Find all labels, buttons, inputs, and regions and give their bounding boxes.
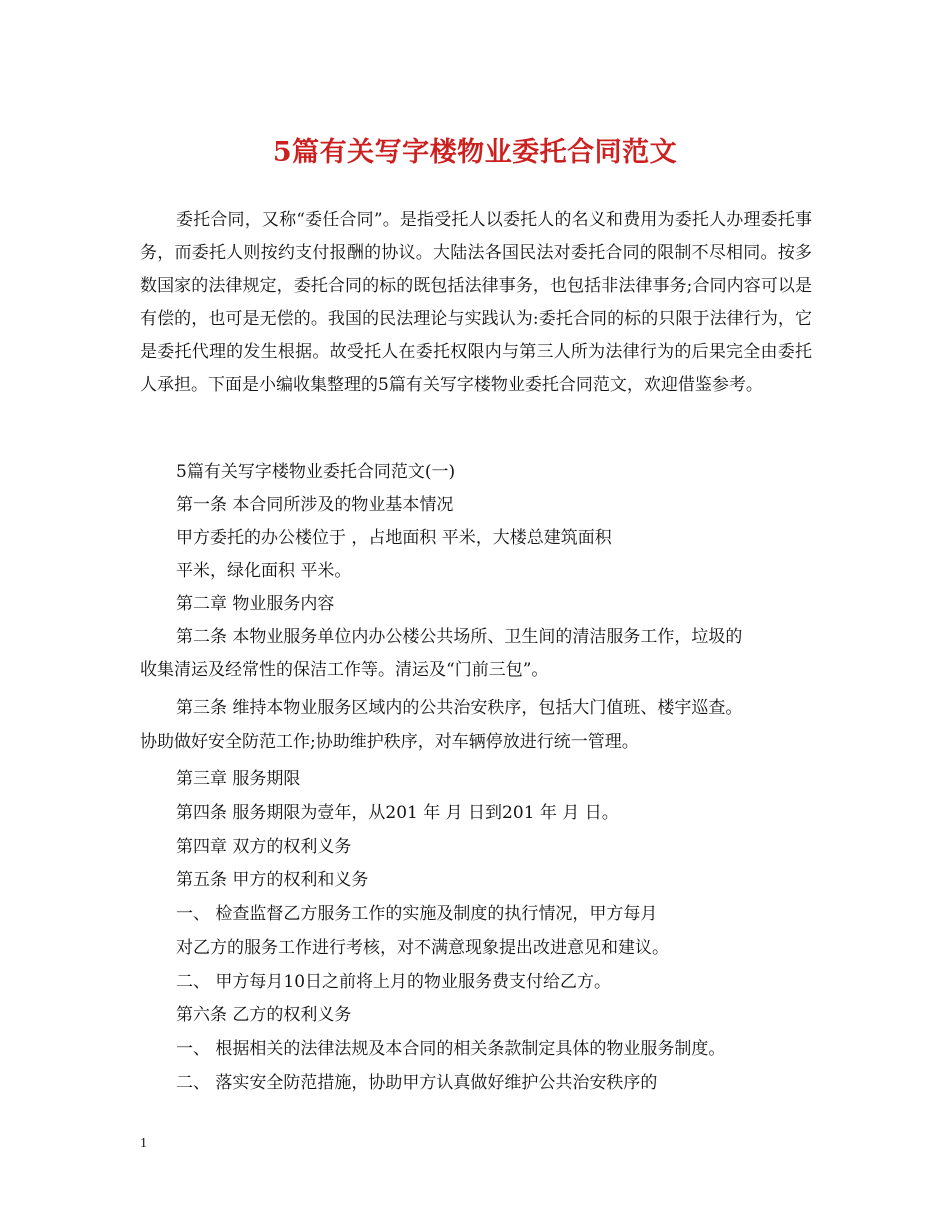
clause-line: 协助做好安全防范工作;协助维护秩序，对车辆停放进行统一管理。 [140,732,639,752]
section-heading: 5篇有关写字楼物业委托合同范文(一) [176,462,456,482]
clause-line: 收集清运及经常性的保洁工作等。清运及“门前三包”。 [140,660,549,680]
clause-line: 第二条 本物业服务单位内办公楼公共场所、卫生间的清洁服务工作，垃圾的 [176,627,743,647]
clause-line: 对乙方的服务工作进行考核，对不满意现象提出改进意见和建议。 [176,938,669,958]
clause-line: 第五条 甲方的权利和义务 [176,870,369,890]
clause-line: 平米，绿化面积 平米。 [176,561,352,581]
clause-line: 第六条 乙方的权利义务 [176,1005,352,1025]
chapter-heading: 第二章 物业服务内容 [176,594,335,614]
clause-line: 二、 落实安全防范措施，协助甲方认真做好维护公共治安秩序的 [176,1073,658,1093]
clause-line: 第三条 维持本物业服务区域内的公共治安秩序，包括大门值班、楼宇巡查。 [176,698,743,718]
intro-paragraph: 委托合同，又称“委任合同”。是指受托人以委托人的名义和费用为委托人办理委托事务，而委托人则按约支付报酬的协议。大陆法各国民法对委托合同的限制不尽相同。按多数国家的法律规定，委托合同的标的既包括法律事务，也包括非法律事务;合同内容可以是有偿的，也可是无偿的。我国的民法理论与实践认为:委托合同的标的只限于法律行为，它是委托代理的发生根据。故受托人在委托权限内与第三人所为法律行为的后果完全由委托人承担。下面是小编收集整理的5篇有关写字楼物业委托合同范文，欢迎借鉴参考。 [140,210,812,395]
chapter-heading: 第四章 双方的权利义务 [176,837,352,857]
clause-line: 第一条 本合同所涉及的物业基本情况 [176,495,454,515]
page-number: 1 [140,1136,147,1151]
clause-line: 一、 检查监督乙方服务工作的实施及制度的执行情况，甲方每月 [176,904,658,924]
document-title: 5篇有关写字楼物业委托合同范文 [272,137,678,168]
clause-line: 一、 根据相关的法律法规及本合同的相关条款制定具体的物业服务制度。 [176,1039,726,1059]
clause-line: 二、 甲方每月10日之前将上月的物业服务费支付给乙方。 [176,972,612,992]
chapter-heading: 第三章 服务期限 [176,769,301,789]
clause-line: 第四条 服务期限为壹年，从201 年 月 日到201 年 月 日。 [176,803,619,823]
clause-line: 甲方委托的办公楼位于 ，占地面积 平米，大楼总建筑面积 [176,528,612,548]
